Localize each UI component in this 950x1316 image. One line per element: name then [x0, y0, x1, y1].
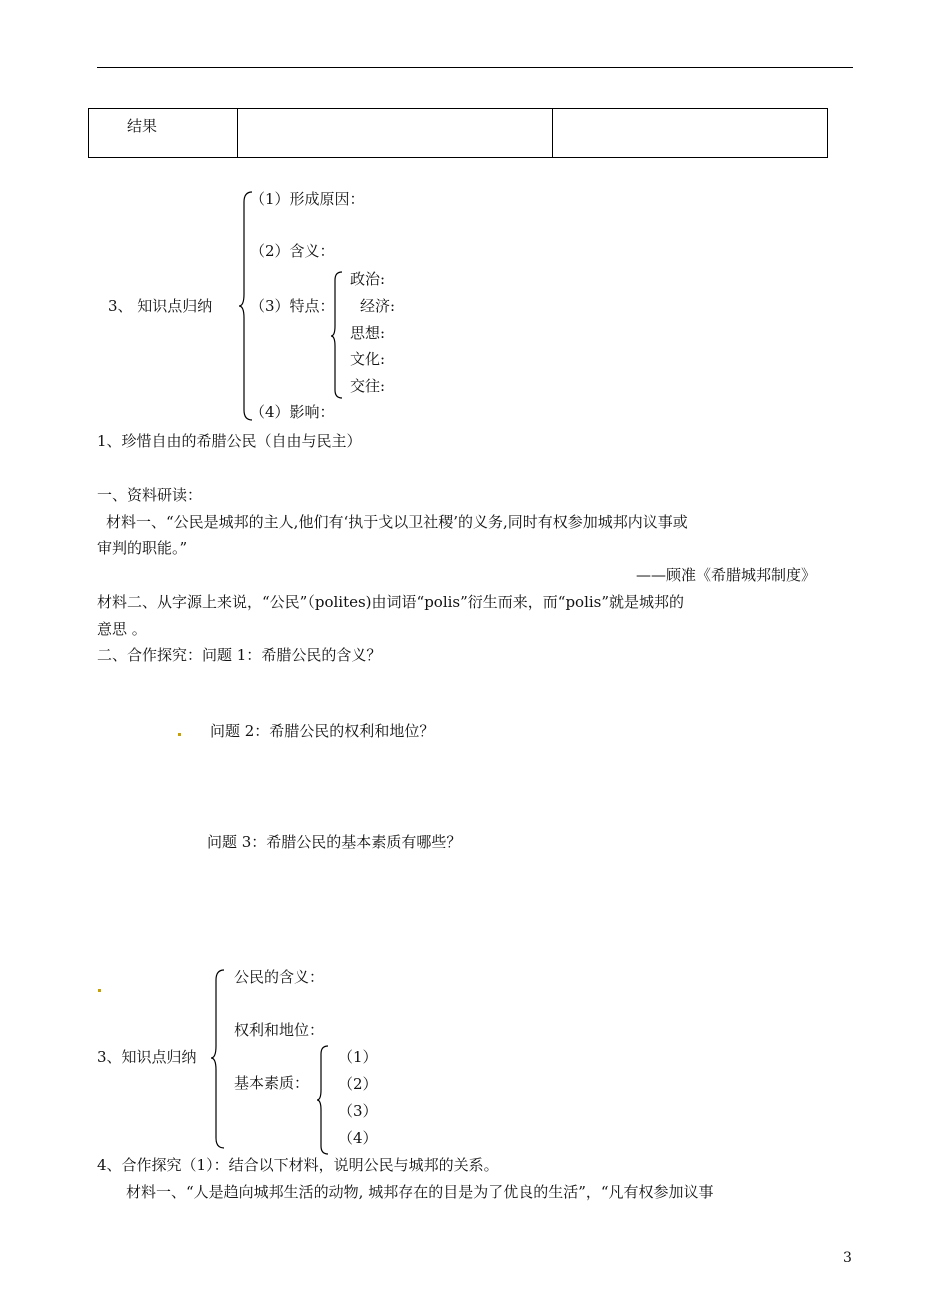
material-2-line-1: 材料二、从字源上来说，“公民”（polites)由词语“polis”衍生而来，而“polis”就是城邦的: [97, 593, 685, 611]
result-table: [88, 108, 828, 158]
summary1-item-1: （1）形成原因：: [250, 190, 365, 208]
summary1-sub-1: 政治:: [350, 270, 386, 288]
mark-dot-icon: [98, 989, 101, 992]
question-2: 问题 2：希腊公民的权利和地位？: [210, 722, 435, 740]
summary1-sub-2: 经济:: [360, 297, 396, 315]
summary2-item-2: 权利和地位：: [234, 1021, 325, 1039]
summary1-sub-5: 交往:: [350, 377, 386, 395]
summary1-sub-3: 思想:: [350, 324, 386, 342]
summary2-title: 3、知识点归纳: [97, 1048, 197, 1066]
summary2-sub-2: （2）: [338, 1075, 378, 1093]
summary2-sub-3: （3）: [338, 1102, 378, 1120]
material-1-line-1: 材料一、“公民是城邦的主人,他们有‘执于戈以卫社稷’的义务,同时有权参加城邦内议事或: [106, 513, 688, 531]
result-cell-1: [238, 109, 553, 158]
summary1-item-3: （3）特点：: [250, 297, 335, 315]
summary1-title: 3、 知识点归纳: [108, 297, 213, 315]
summary1-item-2: （2）含义：: [250, 242, 335, 260]
header-rule: [97, 67, 853, 68]
summary2-item-1: 公民的含义：: [234, 968, 325, 986]
material-1-line-2: 审判的职能。”: [97, 539, 188, 557]
result-label: 结果: [89, 109, 238, 158]
result-cell-2: [553, 109, 828, 158]
summary2-brace-icon: [210, 968, 230, 1150]
mark-dot-icon: [178, 733, 181, 736]
summary1-subbrace-icon: [330, 270, 346, 400]
section-heading: 1、珍惜自由的希腊公民（自由与民主）: [97, 432, 362, 450]
summary2-subbrace-icon: [316, 1044, 332, 1156]
summary2-sub-4: （4）: [338, 1129, 378, 1147]
summary2-item-3: 基本素质：: [234, 1074, 310, 1092]
material-1-source: ——顾准《希腊城邦制度》: [636, 566, 817, 584]
summary2-sub-1: （1）: [338, 1048, 378, 1066]
material-2-line-2: 意思 。: [97, 620, 147, 638]
inquiry2-material-1: 材料一、“人是趋向城邦生活的动物, 城邦存在的目是为了优良的生活”，“凡有权参加议事: [126, 1183, 714, 1201]
materials-heading: 一、资料研读：: [97, 486, 203, 504]
question-3: 问题 3：希腊公民的基本素质有哪些？: [207, 833, 462, 851]
page-number: 3: [843, 1250, 852, 1266]
summary1-item-4: （4）影响：: [250, 403, 335, 421]
inquiry2-heading: 4、合作探究（1）：结合以下材料，说明公民与城邦的关系。: [97, 1156, 499, 1174]
inquiry-heading: 二、合作探究：问题 1：希腊公民的含义？: [97, 646, 382, 664]
summary1-sub-4: 文化:: [350, 350, 386, 368]
